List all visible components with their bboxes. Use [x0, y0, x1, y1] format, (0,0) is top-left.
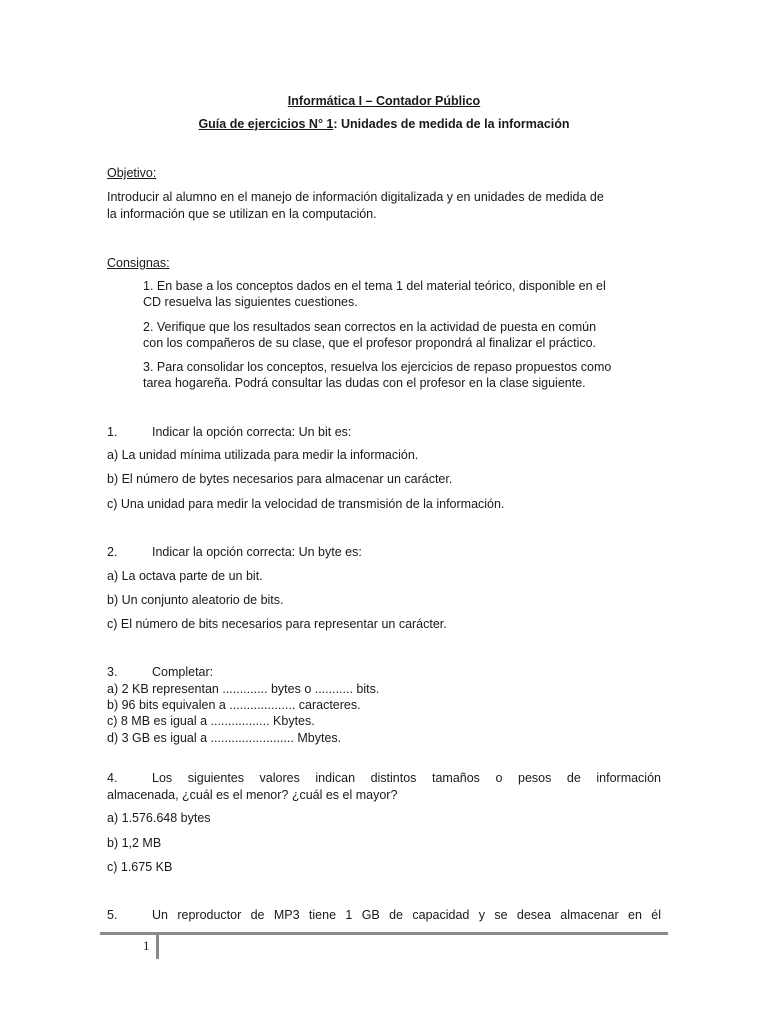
question-4-option-a: a) 1.576.648 bytes: [107, 811, 211, 825]
consigna-1-line-2: CD resuelva las siguientes cuestiones.: [143, 295, 358, 309]
question-3-item-b: b) 96 bits equivalen a ................... caracteres.: [107, 698, 361, 712]
question-2-number: 2.: [107, 545, 118, 559]
question-3-number: 3.: [107, 665, 118, 679]
question-2: [107, 544, 362, 560]
question-3-item-a: a) 2 KB representan ............. bytes o ........... bits.: [107, 682, 380, 696]
question-4-text: Los siguientes valores indican distintos tamaños o pesos de información: [152, 771, 661, 785]
question-4-option-c: c) 1.675 KB: [107, 860, 173, 874]
footer-divider: [100, 932, 668, 935]
question-4-number: 4.: [107, 771, 118, 785]
question-4-line-2: almacenada, ¿cuál es el menor? ¿cuál es el mayor?: [107, 788, 398, 802]
question-1-text: Indicar la opción correcta: Un bit es:: [152, 425, 352, 439]
question-1-option-c: c) Una unidad para medir la velocidad de transmisión de la información.: [107, 497, 505, 511]
consigna-3-line-2: tarea hogareña. Podrá consultar las dudas con el profesor en la clase siguiente.: [143, 376, 586, 390]
question-1-number: 1.: [107, 425, 118, 439]
question-2-option-c: c) El número de bits necesarios para representar un carácter.: [107, 617, 447, 631]
question-3-text: Completar:: [152, 665, 214, 679]
consigna-2-line-2: con los compañeros de su clase, que el profesor propondrá al finalizar el práctico.: [143, 336, 597, 350]
question-5-number: 5.: [107, 908, 118, 922]
question-4-option-b: b) 1,2 MB: [107, 836, 162, 850]
objetivo-line-2: la información que se utilizan en la computación.: [107, 207, 377, 221]
question-2-option-b: b) Un conjunto aleatorio de bits.: [107, 593, 284, 607]
page-number: 1: [143, 938, 150, 953]
document-subtitle: [0, 116, 768, 132]
subtitle-rest: : Unidades de medida de la información: [333, 117, 570, 131]
question-1: [107, 424, 351, 440]
objetivo-label: Objetivo:: [107, 166, 157, 180]
document-title: Informática I – Contador Público: [287, 94, 481, 108]
question-2-option-a: a) La octava parte de un bit.: [107, 569, 263, 583]
question-5-text: Un reproductor de MP3 tiene 1 GB de capacidad y se desea almacenar en él: [152, 908, 661, 922]
question-1-option-b: b) El número de bytes necesarios para almacenar un carácter.: [107, 472, 453, 486]
question-1-option-a: a) La unidad mínima utilizada para medir la información.: [107, 448, 419, 462]
question-3-item-c: c) 8 MB es igual a ................. Kbytes.: [107, 714, 315, 728]
consigna-3-line-1: 3. Para consolidar los conceptos, resuelva los ejercicios de repaso propuestos como: [143, 360, 612, 374]
question-3: [107, 664, 213, 680]
question-4-line-1: [107, 770, 661, 786]
consigna-1-line-1: 1. En base a los conceptos dados en el tema 1 del material teórico, disponible en el: [143, 279, 606, 293]
subtitle-prefix: Guía de ejercicios N° 1: [198, 117, 334, 131]
objetivo-line-1: Introducir al alumno en el manejo de información digitalizada y en unidades de medida de: [107, 190, 604, 204]
question-2-text: Indicar la opción correcta: Un byte es:: [152, 545, 362, 559]
footer-page-marker: [156, 935, 159, 959]
question-3-item-d: d) 3 GB es igual a ........................ Mbytes.: [107, 731, 342, 745]
consigna-2-line-1: 2. Verifique que los resultados sean correctos en la actividad de puesta en común: [143, 320, 597, 334]
consignas-label: Consignas:: [107, 256, 170, 270]
question-5-line-1: [107, 907, 661, 923]
